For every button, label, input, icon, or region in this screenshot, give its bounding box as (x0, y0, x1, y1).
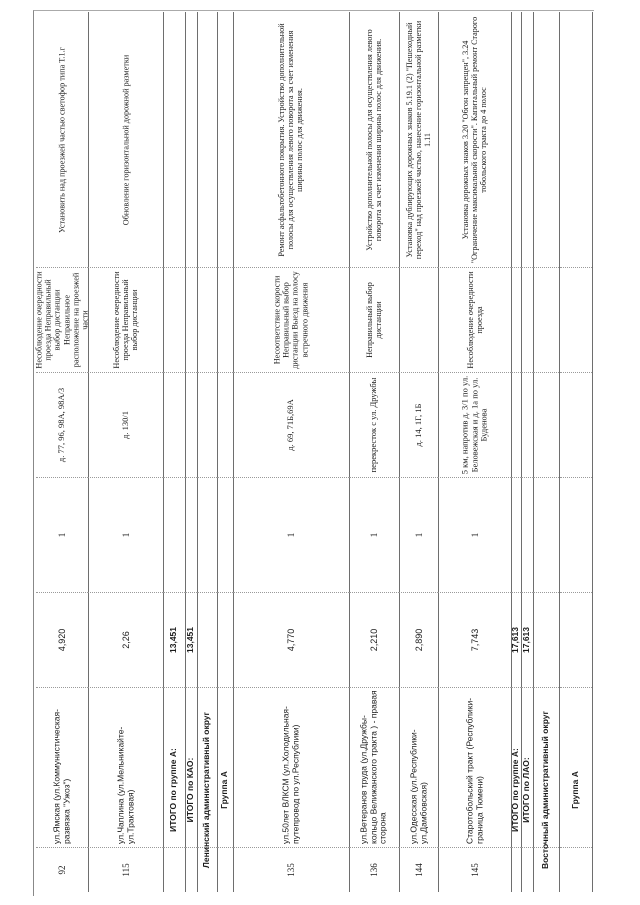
cell-length (399, 592, 438, 687)
address-text: д. 130/1 (119, 410, 130, 439)
address-text: д. 77, 96, 98А, 98А/3 (56, 387, 67, 462)
cell-address (349, 372, 399, 477)
cell-length (163, 592, 185, 687)
section-row (217, 12, 234, 892)
reason-text: Несоблюдение очередности проезда Неправильный выбор дистанции Неправильное расположение на проезжей части (34, 270, 90, 369)
reason-text: Несоответствие скорости Неправильный выбор дистанции Выезд на полосу встречного движения (272, 270, 310, 369)
cell-number (438, 847, 511, 892)
cell-length (185, 592, 197, 687)
cell-length (511, 592, 521, 687)
cell-measure (349, 12, 399, 267)
number-text: 115 (120, 862, 131, 877)
column-divider (521, 372, 533, 373)
cell-name (217, 687, 233, 892)
cell-length (521, 592, 533, 687)
column-divider (521, 477, 533, 478)
column-divider (533, 372, 559, 373)
column-divider (560, 592, 592, 593)
column-divider (217, 477, 233, 478)
column-divider (217, 592, 233, 593)
measure-text: Ремонт асфальтобетонного покрытия. Устройство дополнительной полосы для осуществления левого поворота за счет изменения ширины полос для движения. (277, 22, 305, 257)
cell-number (399, 847, 438, 892)
cell-measure (36, 12, 88, 267)
count-text: 1 (285, 532, 296, 537)
name-text: Группа А (219, 770, 230, 809)
column-divider (185, 372, 197, 373)
total-row (163, 12, 186, 892)
column-divider (197, 267, 217, 268)
number-text: 92 (56, 865, 67, 874)
column-divider (163, 372, 185, 373)
length-text: 2,26 (120, 630, 131, 649)
measure-text: Устройство дополнительной полосы для осуществления левого поворота за счет изменения ширины полос для движения. (364, 28, 383, 251)
cell-reason (399, 267, 438, 372)
name-text: ул.Чаплина (ул.Мельникайте-ул.Трактовая) (114, 726, 135, 844)
measure-text: Установить над проезжей частью светофор типа Т.1.г (57, 46, 67, 233)
cell-name (560, 687, 592, 892)
column-divider (533, 267, 559, 268)
column-divider (185, 477, 197, 478)
name-text: ИТОГО по ЛАО: (521, 756, 532, 823)
cell-number (349, 847, 399, 892)
cell-count (399, 477, 438, 592)
cell-name (349, 687, 399, 847)
table-row (438, 12, 512, 892)
table-row (399, 12, 439, 892)
cell-measure (399, 12, 438, 267)
count-text: 1 (120, 532, 131, 537)
column-divider (511, 372, 521, 373)
name-text: ИТОГО по группе А: (168, 747, 179, 832)
cell-length (36, 592, 88, 687)
address-text: д. 69, 71Б,69А (285, 398, 296, 451)
cell-name (511, 687, 521, 892)
reason-text: Несоблюдение очередности проезда Неправильный выбор дистанции (111, 270, 140, 369)
cell-reason (36, 267, 88, 372)
column-divider (197, 592, 217, 593)
length-text: 7,743 (469, 628, 480, 651)
cell-address (399, 372, 438, 477)
column-divider (560, 477, 592, 478)
length-text: 4,920 (56, 628, 67, 651)
name-text: ул.Ямская (ул.Коммунистическая-развязка "Ужоз") (51, 709, 71, 844)
cell-count (349, 477, 399, 592)
column-divider (217, 267, 233, 268)
length-text: 13,451 (168, 626, 179, 653)
cell-reason (233, 267, 349, 372)
cell-length (88, 592, 163, 687)
length-text: 4,770 (285, 628, 296, 651)
column-divider (533, 592, 559, 593)
name-text: ИТОГО по группе А: (510, 747, 521, 832)
number-text: 144 (413, 862, 424, 877)
address-text: д. 14, 1Г, 1Б (412, 403, 423, 446)
table-row (88, 12, 164, 892)
column-divider (185, 267, 197, 268)
address-text: 5 км, напротив д. 3/1 по ул. Беловежская и д. 1а по ул. Буденова (459, 375, 489, 474)
cell-measure (438, 12, 511, 267)
column-divider (511, 477, 521, 478)
cell-length (438, 592, 511, 687)
column-divider (560, 267, 592, 268)
cell-reason (88, 267, 163, 372)
cell-name (233, 687, 349, 847)
column-divider (560, 372, 592, 373)
cell-reason (438, 267, 511, 372)
column-divider (533, 477, 559, 478)
column-divider (197, 477, 217, 478)
number-text: 136 (368, 862, 379, 877)
name-text: Старотобольский тракт (Республики-граница Тюмени) (463, 697, 484, 844)
name-text: ул.Одесская (ул.Республики-ул.Дамбовская) (407, 729, 428, 844)
table-row (36, 12, 89, 892)
cell-name (399, 687, 438, 847)
cell-name (185, 687, 197, 892)
section-row (559, 12, 593, 892)
name-text: Ленинский административный округ (201, 711, 212, 868)
column-divider (521, 267, 533, 268)
measure-text: Установка дорожных знаков 3.20 "Обгон запрещен", 3.24 "Ограничение максимальной скорости". Капитальный ремонт Старого тобольского тракта до 4 полос (460, 16, 489, 263)
table-row (349, 12, 400, 892)
column-divider (163, 267, 185, 268)
cell-address (438, 372, 511, 477)
column-divider (197, 372, 217, 373)
reason-text: Неправильный выбор дистанции (364, 281, 383, 358)
cell-count (36, 477, 88, 592)
cell-address (88, 372, 163, 477)
length-text: 17,613 (521, 626, 532, 653)
count-text: 1 (56, 532, 67, 537)
number-text: 135 (285, 862, 296, 877)
number-text: 145 (469, 862, 480, 877)
name-text: ул.Ветеранов труда (ул.Дружбы-кольцо Велижанского тракта ) - правая сторона (358, 690, 388, 844)
cell-measure (88, 12, 163, 267)
count-text: 1 (413, 532, 424, 537)
cell-length (233, 592, 349, 687)
count-text: 1 (469, 532, 480, 537)
reason-text: Несоблюдение очередности проезда (465, 270, 484, 369)
cell-address (36, 372, 88, 477)
length-text: 2,210 (368, 628, 379, 651)
measure-text: Установка дублирующих дорожных знаков 5.19.1 (2) "Пешеходный переход" над проезжей частью, нанесение горизонтальной разметки 1.11 (404, 20, 433, 259)
cell-name (163, 687, 185, 892)
cell-name (438, 687, 511, 847)
address-text: перекресток с ул. Дружбы (368, 377, 379, 472)
table-row (233, 12, 350, 892)
cell-name (36, 687, 88, 847)
length-text: 17,613 (510, 626, 521, 653)
cell-name (197, 687, 217, 892)
cell-length (349, 592, 399, 687)
measure-text: Обновление горизонтальной дорожной разметки (120, 54, 130, 225)
cell-name (521, 687, 533, 892)
name-text: ИТОГО по КАО: (185, 757, 196, 822)
cell-count (438, 477, 511, 592)
count-text: 1 (368, 532, 379, 537)
name-text: ул.50лет ВЛКСМ (ул.Холодильная-путепровод по ул.Республики) (280, 706, 300, 844)
cell-reason (349, 267, 399, 372)
cell-number (233, 847, 349, 892)
cell-measure (233, 12, 349, 267)
cell-number (36, 847, 88, 892)
cell-number (88, 847, 163, 892)
section-row (533, 12, 560, 892)
cell-count (88, 477, 163, 592)
length-text: 2,890 (413, 628, 424, 651)
column-divider (217, 372, 233, 373)
name-text: Группа А (570, 770, 581, 809)
cell-count (233, 477, 349, 592)
cell-address (233, 372, 349, 477)
road-measures-table (36, 12, 591, 892)
section-row (197, 12, 218, 892)
name-text: Восточный административный округ (540, 710, 551, 869)
cell-name (88, 687, 163, 847)
column-divider (511, 267, 521, 268)
cell-name (533, 687, 559, 892)
length-text: 13,451 (185, 626, 196, 653)
column-divider (163, 477, 185, 478)
